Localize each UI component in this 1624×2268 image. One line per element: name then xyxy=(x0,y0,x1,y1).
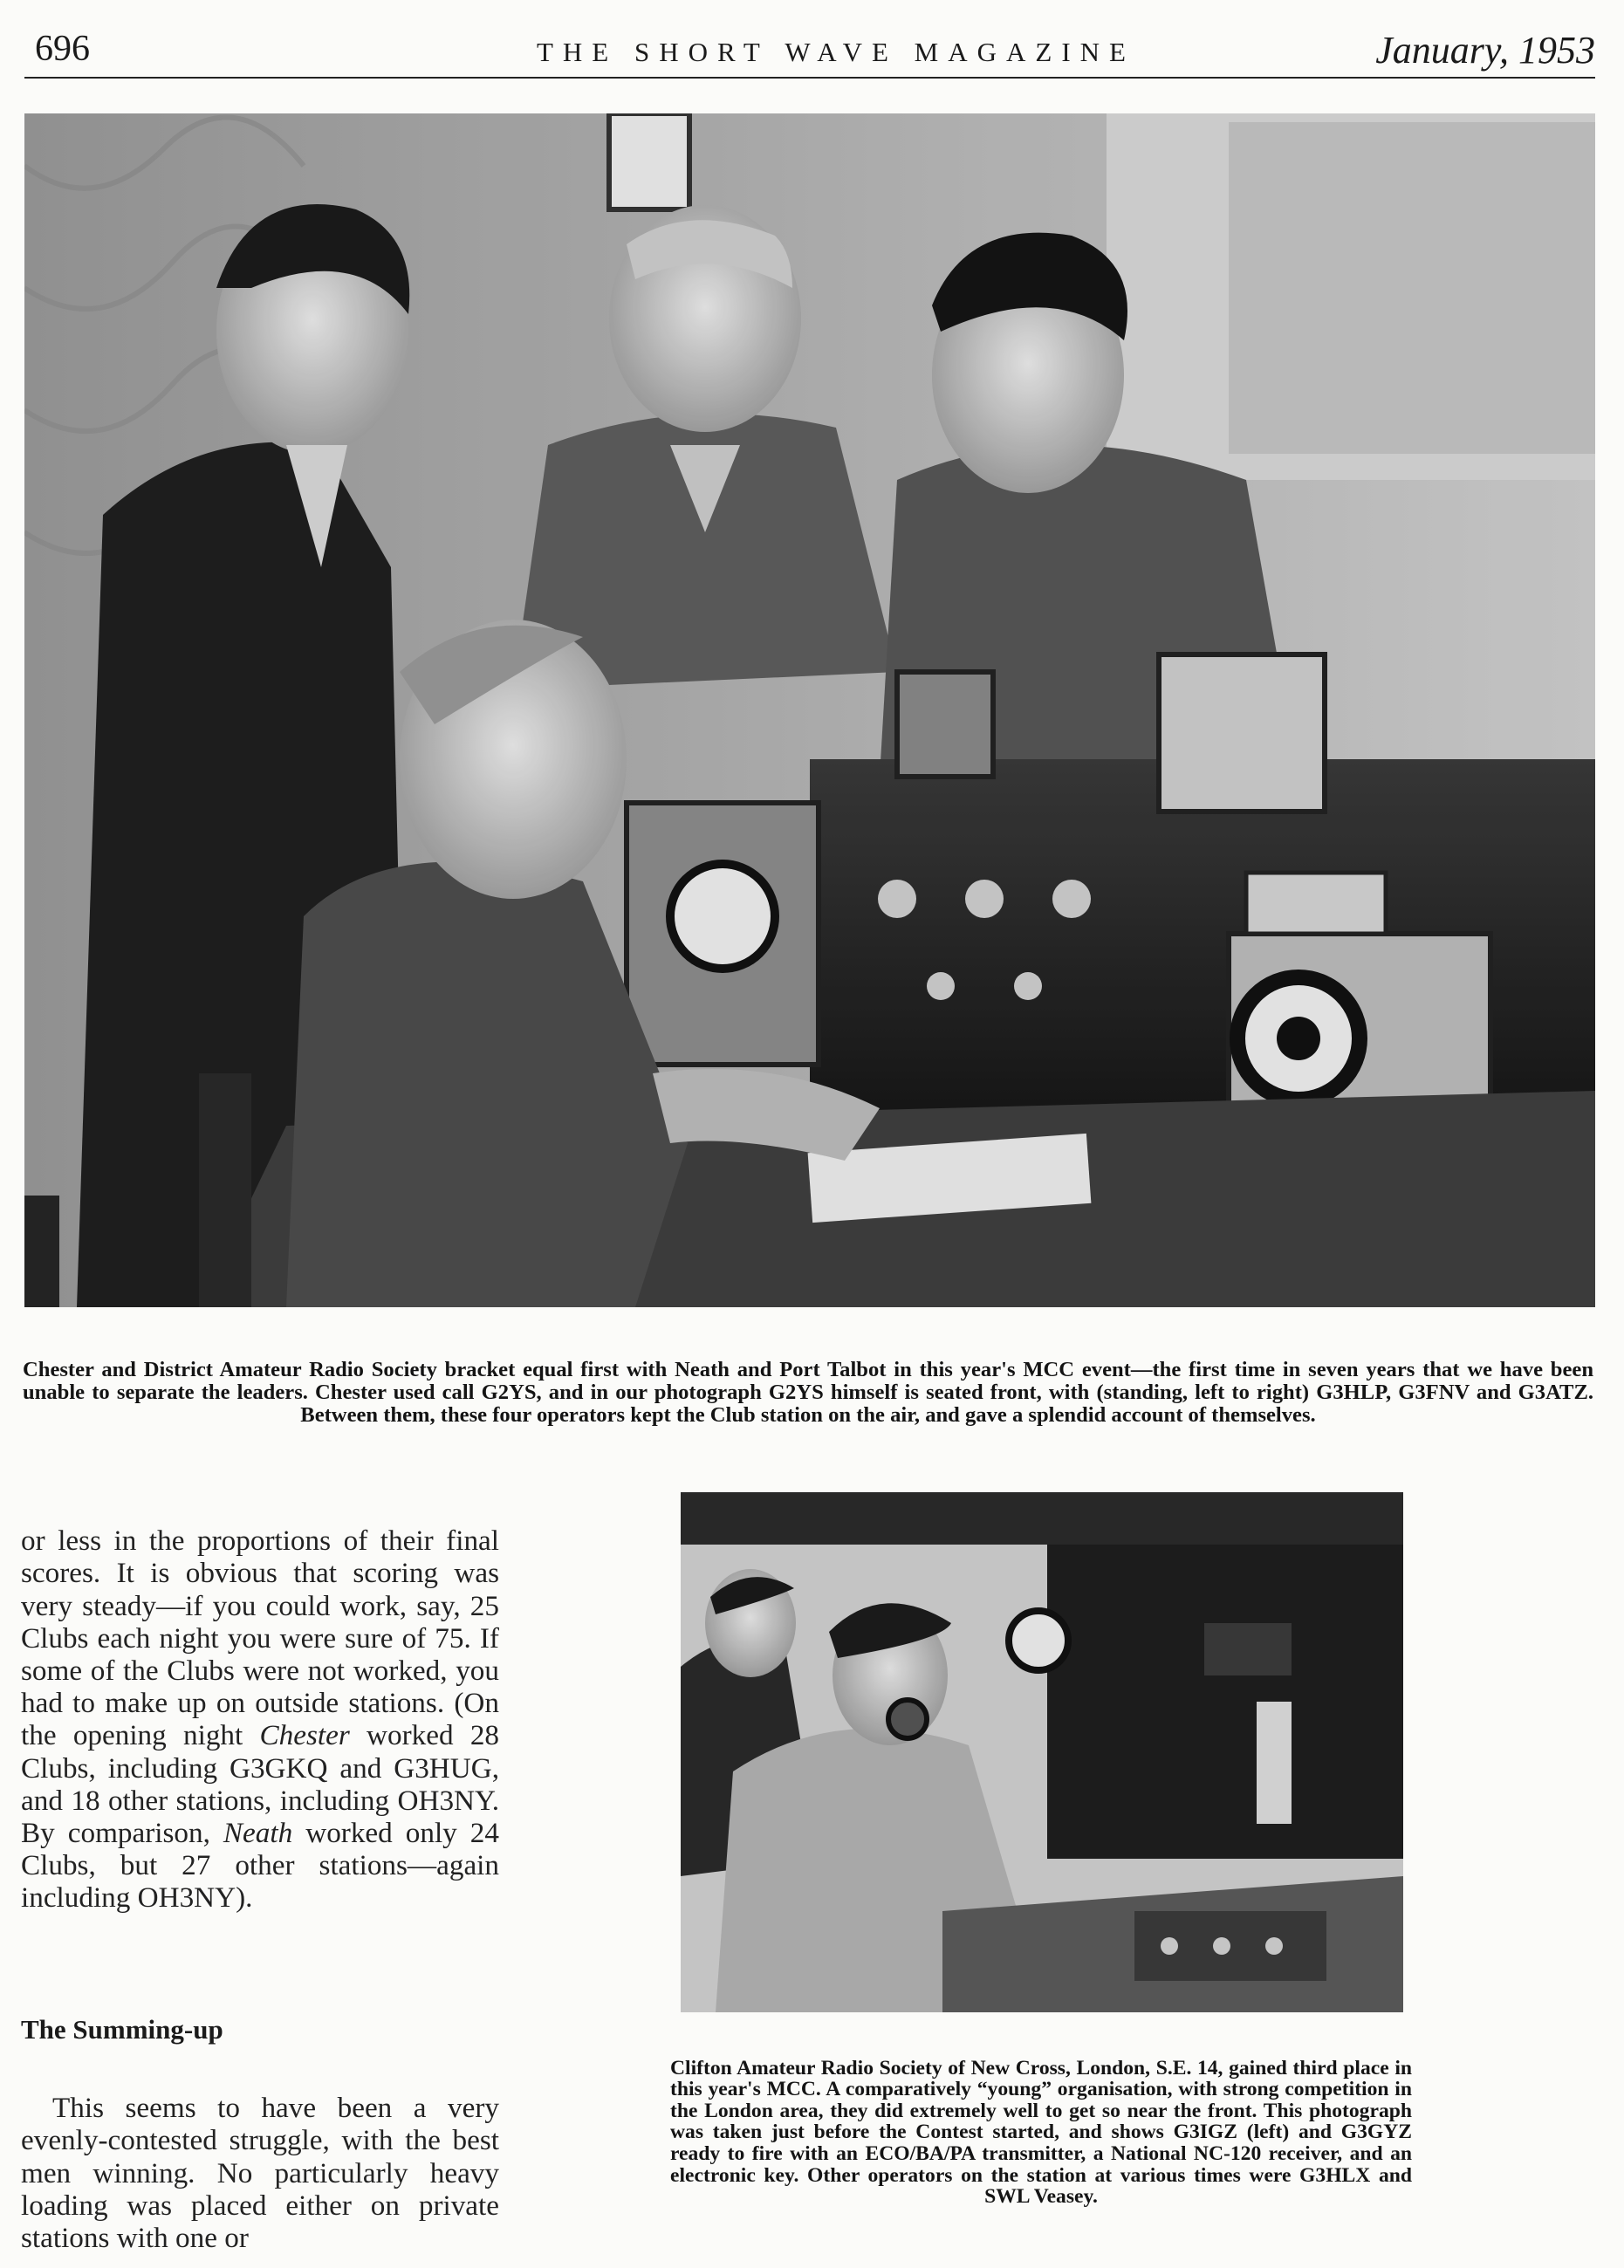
photo-chester-image xyxy=(24,113,1595,1307)
caption-chester: Chester and District Amateur Radio Society bracket equal first with Neath and Port Talbot in this year's MCC event—the first time in seven years that we have been unable to separate the leaders. Chester used call G2YS, and in our photograph G2YS himself is seated front, with (standing, left to right) G3HLP, G3FNV and G3ATZ. Between them, these four operators kept the Club station on the air, and gave a splendid account of themselves. xyxy=(23,1357,1593,1427)
page-number: 696 xyxy=(35,29,90,69)
photo-clifton-image xyxy=(681,1492,1403,2012)
club-name-chester: Chester xyxy=(259,1719,350,1752)
caption-clifton: Clifton Amateur Radio Society of New Cross, London, S.E. 14, gained third place in this year's MCC. A comparatively “young” organisation, with strong competition in the London area, they did extremely well to get so near the front. This photograph was taken just before the Contest started, and shows G3IGZ (left) and G3GYZ ready to fire with an ECO/BA/PA transmitter, a National NC-120 receiver, and an electronic key. Other operators on the station at various times were G3HLX and SWL Veasey. xyxy=(670,2056,1412,2209)
club-name-neath: Neath xyxy=(223,1817,293,1850)
article-paragraph-1: or less in the proportions of their final scores. It is obvious that scoring was very steady—if you could work, say, 25 Clubs each night you were sure of 75. If some of the Clubs were not worked, you had to make up on outside stations. (On the opening night Chester worked 28 Clubs, including G3GKQ and G3HUG, and 18 other stations, including OH3NY. By comparison, Neath worked only 24 Clubs, but 27 other stations—again including OH3NY). xyxy=(21,1525,500,1915)
section-heading-summing-up: The Summing-up xyxy=(21,2014,223,2045)
page-header xyxy=(24,26,1595,79)
photo-chester-station xyxy=(24,113,1595,1307)
article-paragraph-2: This seems to have been a very evenly-contested struggle, with the best men winning. No particularly heavy loading was placed either on private stations with one or xyxy=(21,2092,499,2254)
magazine-title: THE SHORT WAVE MAGAZINE xyxy=(536,37,1135,67)
issue-date: January, 1953 xyxy=(1375,29,1595,72)
photo-clifton-station xyxy=(681,1492,1403,2012)
